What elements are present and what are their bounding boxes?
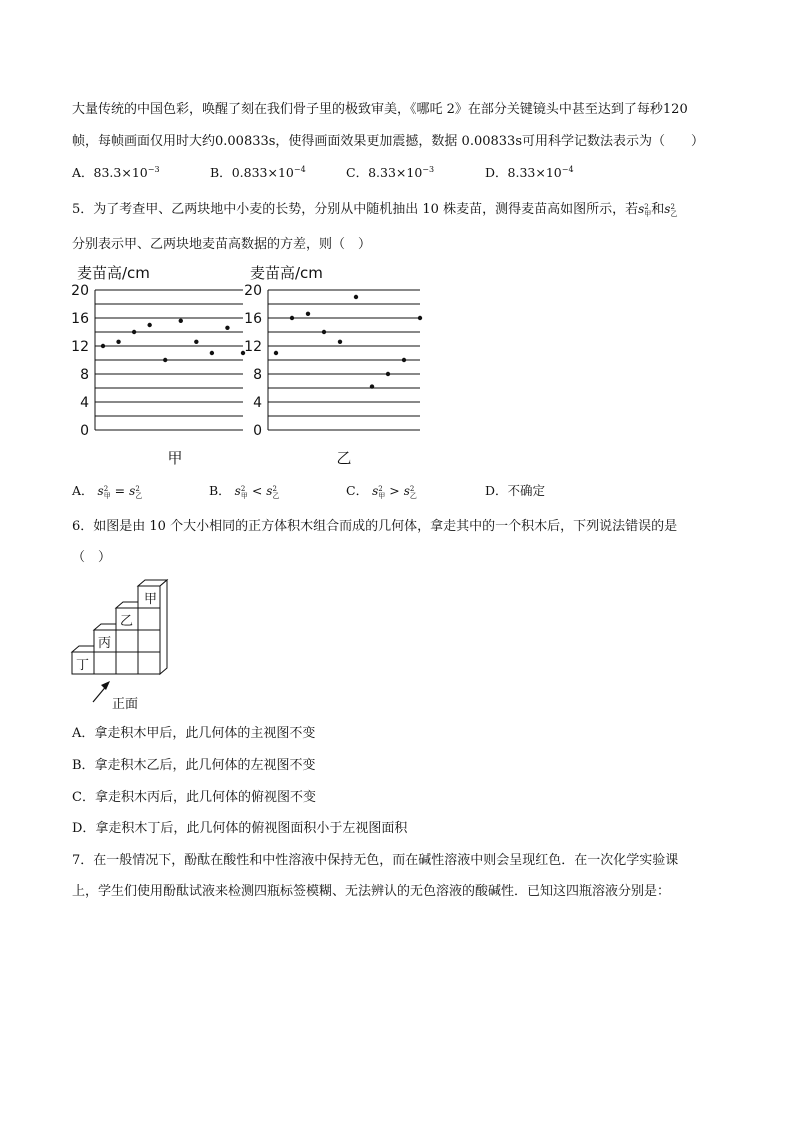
q4-option-a: A．$83.3\times 10^{-3}$ <box>72 165 160 180</box>
y-tick-label: 8 <box>253 367 262 383</box>
y-tick-label: 16 <box>71 311 89 327</box>
variance-jia: s 2 甲 <box>638 202 652 218</box>
cube <box>116 652 138 674</box>
q4-option-c: C．$8.33\times 10^{-3}$ <box>346 165 435 180</box>
right-face <box>160 580 167 674</box>
y-tick-label: 0 <box>253 423 262 439</box>
y-tick-label: 0 <box>80 423 89 439</box>
data-point <box>194 340 198 344</box>
chart-title: 甲 <box>167 449 183 467</box>
data-point <box>274 351 278 355</box>
q4-line-2: 帧，每帧画面仅用时大约0.00833s，使得画面效果更加震撼，数据 0.00833s可用科学记数法表示为（ ） <box>72 134 704 149</box>
label-jia: 甲 <box>144 592 158 607</box>
chart-jia <box>71 264 245 467</box>
q6-option-a: A．拿走积木甲后，此几何体的主视图不变 <box>72 726 316 741</box>
q6-option-d: D．拿走积木丁后，此几何体的俯视图面积小于左视图面积 <box>72 821 408 836</box>
data-point <box>322 330 326 334</box>
label-ding: 丁 <box>76 658 90 673</box>
cube <box>138 608 160 630</box>
q7-line-1: 7．在一般情况下，酚酞在酸性和中性溶液中保持无色，而在碱性溶液中则会呈现红色．在一次化学实验课 <box>72 853 679 868</box>
y-tick-label: 12 <box>71 339 89 355</box>
q4-option-d: D．$8.33\times 10^{-4}$ <box>485 165 574 180</box>
cube <box>94 652 116 674</box>
data-point <box>370 384 374 388</box>
data-point <box>386 372 390 376</box>
label-bing: 丙 <box>98 636 112 651</box>
q6-option-c: C．拿走积木丙后，此几何体的俯视图不变 <box>72 790 316 805</box>
q7-line-2: 上，学生们使用酚酞试液来检测四瓶标签模糊、无法辨认的无色溶液的酸碱性．已知这四瓶溶液分别是： <box>72 884 671 899</box>
y-tick-label: 4 <box>253 395 262 411</box>
cube <box>116 630 138 652</box>
data-point <box>290 316 294 320</box>
chart-yi <box>244 264 422 467</box>
q6-line-1: 6．如图是由 10 个大小相同的正方体积木组合而成的几何体，拿走其中的一个积木后，下列说法错误的是 <box>72 519 678 534</box>
data-point <box>116 340 120 344</box>
data-point <box>402 358 406 362</box>
data-point <box>179 319 183 323</box>
data-point <box>306 312 310 316</box>
data-point <box>132 330 136 334</box>
chart-title: 乙 <box>336 449 352 467</box>
y-axis-label: 麦苗高/cm <box>250 264 323 282</box>
q5-option-c: C． s 2 甲 > s 2 乙 <box>346 483 417 500</box>
q4-option-b: B．$0.833\times 10^{-4}$ <box>210 165 306 180</box>
cube <box>138 652 160 674</box>
label-front: 正面 <box>112 697 139 712</box>
data-point <box>418 316 422 320</box>
q5-option-b: B． s 2 甲 < s 2 乙 <box>209 483 280 500</box>
y-tick-label: 12 <box>244 339 262 355</box>
data-point <box>225 326 229 330</box>
label-yi: 乙 <box>120 614 134 629</box>
q5-line-1: 5．为了考查甲、乙两块地中小麦的长势，分别从中随机抽出 10 株麦苗，测得麦苗高如图所示，若s 2 甲和s 2 乙 <box>72 202 678 218</box>
y-tick-label: 20 <box>244 283 262 299</box>
q6-option-b: B．拿走积木乙后，此几何体的左视图不变 <box>72 758 316 773</box>
y-tick-label: 20 <box>71 283 89 299</box>
cube <box>138 630 160 652</box>
y-tick-label: 4 <box>80 395 89 411</box>
y-axis-label: 麦苗高/cm <box>77 264 150 282</box>
y-tick-label: 8 <box>80 367 89 383</box>
data-point <box>354 295 358 299</box>
data-point <box>163 358 167 362</box>
q5-charts <box>0 258 794 488</box>
data-point <box>338 340 342 344</box>
data-point <box>101 344 105 348</box>
q5-line-2: 分别表示甲、乙两块地麦苗高数据的方差，则（ ） <box>72 237 372 252</box>
q4-line-1: 大量传统的中国色彩，唤醒了刻在我们骨子里的极致审美，《哪吒 2》在部分关键镜头中甚至达到了每秒120 <box>72 102 688 117</box>
q5-option-a: A． s 2 甲 = s 2 乙 <box>72 483 143 500</box>
arrow-head-icon <box>101 681 110 690</box>
variance-yi: s 2 乙 <box>664 202 678 218</box>
data-point <box>210 351 214 355</box>
cube-stack-figure <box>60 574 260 714</box>
data-point <box>147 323 151 327</box>
y-tick-label: 16 <box>244 311 262 327</box>
q6-line-2: （ ） <box>72 550 112 565</box>
q5-option-d: D．不确定 <box>485 483 546 498</box>
